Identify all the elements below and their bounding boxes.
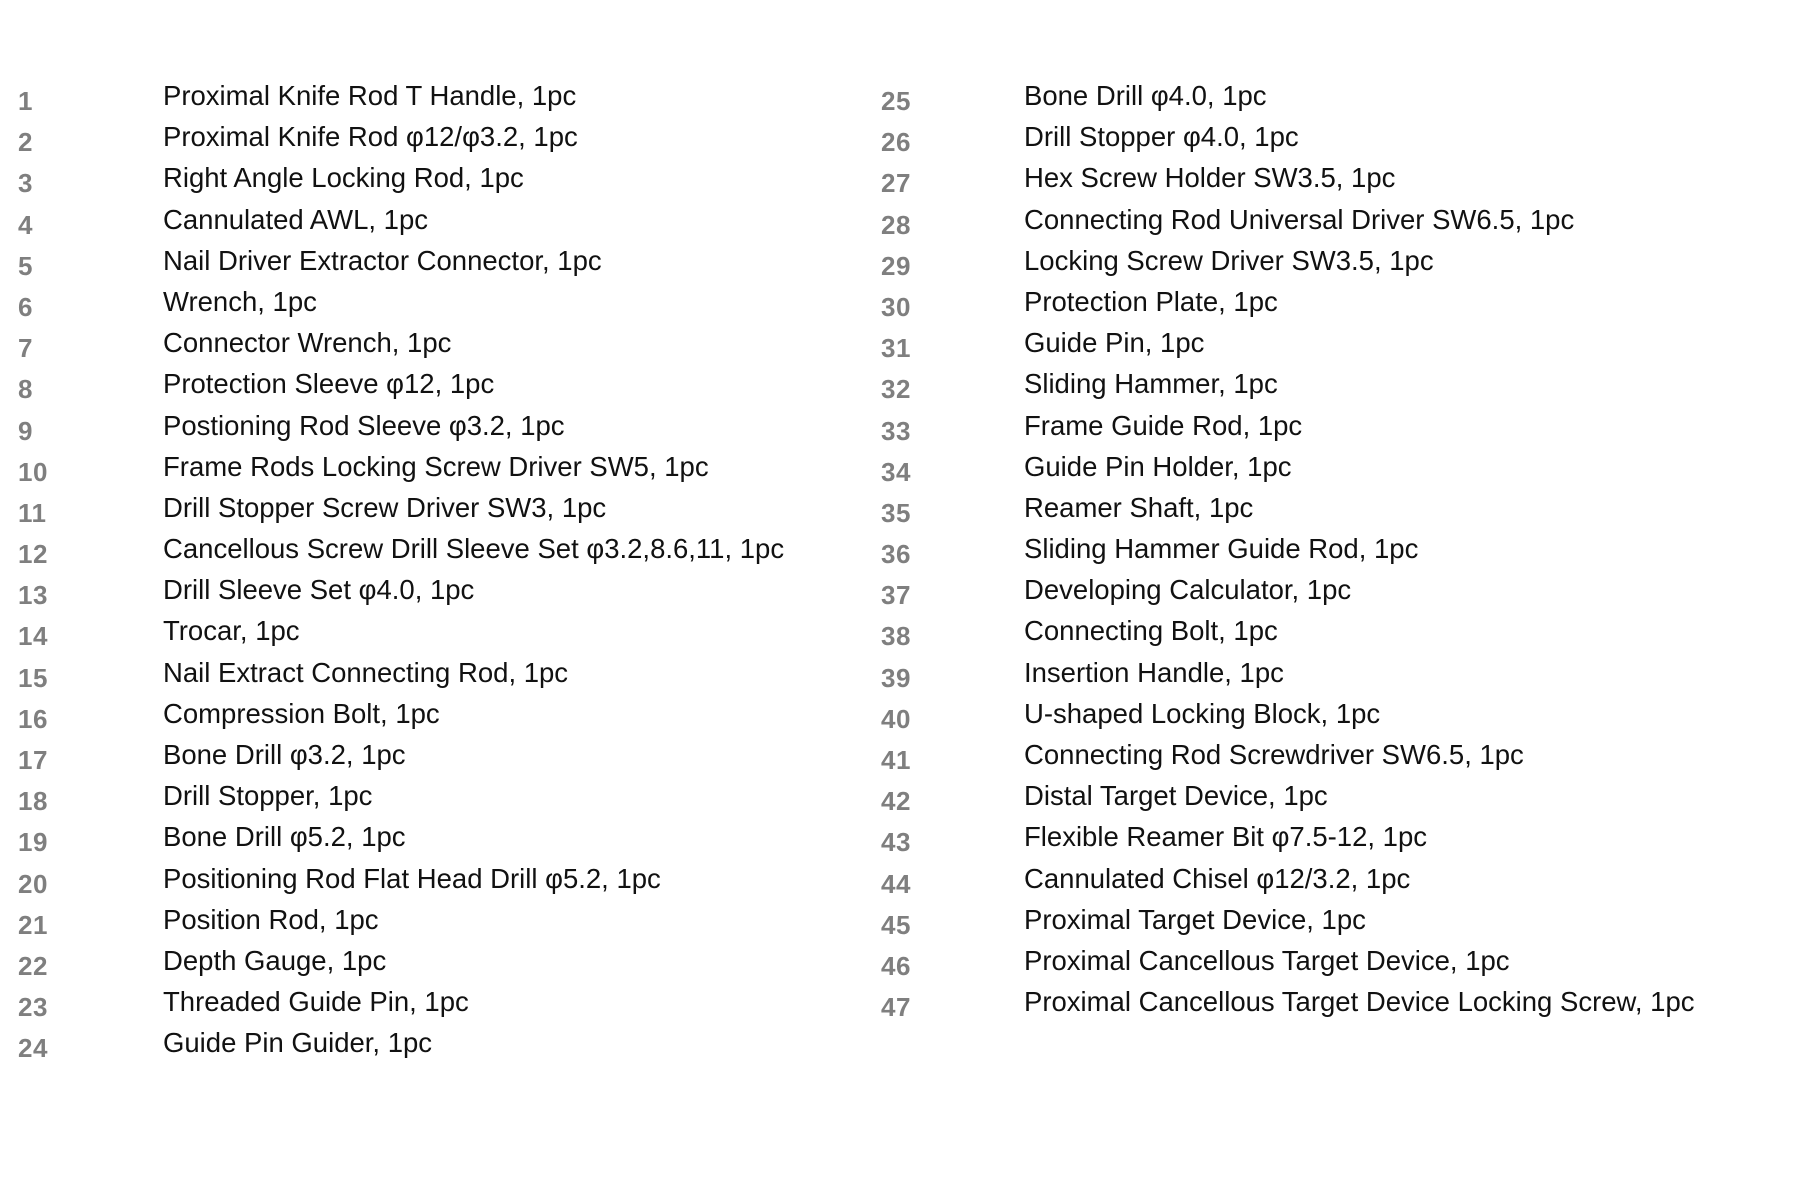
item-name: Postioning Rod Sleeve φ3.2, 1pc	[163, 409, 565, 441]
list-item	[881, 286, 1781, 327]
item-number: 32	[881, 374, 911, 405]
item-number: 36	[881, 539, 911, 570]
item-number: 5	[18, 250, 33, 281]
item-name: Sliding Hammer, 1pc	[1024, 368, 1278, 400]
list-item	[881, 986, 1781, 1027]
item-number: 26	[881, 127, 911, 158]
list-item	[881, 863, 1781, 904]
item-number: 18	[18, 786, 48, 817]
item-name: Reamer Shaft, 1pc	[1024, 491, 1254, 523]
item-name: Sliding Hammer Guide Rod, 1pc	[1024, 533, 1419, 565]
item-name: Drill Stopper Screw Driver SW3, 1pc	[163, 491, 607, 523]
item-number: 21	[18, 909, 48, 940]
item-number: 22	[18, 950, 48, 981]
item-name: Drill Stopper, 1pc	[163, 780, 373, 812]
item-number: 24	[18, 1033, 48, 1064]
item-name: Guide Pin Guider, 1pc	[163, 1027, 433, 1059]
item-name: Proximal Knife Rod φ12/φ3.2, 1pc	[163, 121, 578, 153]
item-name: Trocar, 1pc	[163, 615, 300, 647]
list-item	[881, 698, 1781, 739]
item-number: 3	[18, 168, 33, 199]
list-item	[18, 945, 838, 986]
item-number: 16	[18, 703, 48, 734]
item-name: Bone Drill φ4.0, 1pc	[1024, 80, 1267, 111]
item-number: 20	[18, 868, 48, 899]
item-number: 41	[881, 745, 911, 775]
item-name: Connecting Rod Screwdriver SW6.5, 1pc	[1024, 739, 1524, 770]
item-name: Developing Calculator, 1pc	[1024, 574, 1352, 606]
parts-column-left	[18, 80, 838, 1069]
item-name: Threaded Guide Pin, 1pc	[163, 986, 469, 1018]
item-name: Bone Drill φ5.2, 1pc	[163, 821, 406, 853]
item-name: Distal Target Device, 1pc	[1024, 780, 1328, 812]
item-name: Proximal Cancellous Target Device Locking Screw, 1pc	[1024, 986, 1695, 1018]
list-item	[881, 80, 1781, 121]
item-name: Guide Pin, 1pc	[1024, 327, 1205, 359]
item-name: Wrench, 1pc	[163, 285, 317, 317]
item-number: 33	[881, 415, 911, 446]
item-name: Cannulated Chisel φ12/3.2, 1pc	[1024, 862, 1411, 894]
item-number: 11	[18, 497, 47, 528]
list-item	[18, 698, 838, 739]
list-item	[881, 204, 1781, 245]
item-name: Position Rod, 1pc	[163, 903, 379, 935]
list-item	[18, 863, 838, 904]
list-item	[18, 327, 838, 368]
list-item	[18, 1027, 838, 1068]
list-item	[18, 986, 838, 1027]
item-name: Positioning Rod Flat Head Drill φ5.2, 1pc	[163, 862, 661, 894]
list-item	[881, 162, 1781, 203]
item-name: Frame Rods Locking Screw Driver SW5, 1pc	[163, 450, 709, 482]
item-name: Bone Drill φ3.2, 1pc	[163, 739, 406, 770]
item-number: 37	[881, 580, 911, 611]
item-number: 43	[881, 827, 911, 858]
item-number: 13	[18, 580, 48, 611]
item-name: Drill Stopper φ4.0, 1pc	[1024, 121, 1299, 153]
item-name: Nail Extract Connecting Rod, 1pc	[163, 656, 569, 688]
list-item	[18, 821, 838, 862]
list-item	[18, 368, 838, 409]
item-number: 38	[881, 621, 911, 652]
item-number: 1	[18, 86, 33, 116]
list-item	[18, 80, 838, 121]
list-item	[881, 533, 1781, 574]
item-number: 47	[881, 992, 911, 1023]
item-number: 46	[881, 950, 911, 981]
list-item	[18, 410, 838, 451]
item-number: 28	[881, 209, 911, 240]
item-number: 44	[881, 868, 911, 899]
list-item	[881, 368, 1781, 409]
item-name: Protection Plate, 1pc	[1024, 285, 1278, 317]
item-number: 7	[18, 333, 33, 364]
list-item	[881, 121, 1781, 162]
list-item	[18, 204, 838, 245]
parts-column-right	[881, 80, 1781, 1027]
item-number: 10	[18, 456, 48, 487]
list-item	[881, 780, 1781, 821]
item-name: Drill Sleeve Set φ4.0, 1pc	[163, 574, 475, 606]
list-item	[18, 162, 838, 203]
item-name: Compression Bolt, 1pc	[163, 697, 440, 729]
item-number: 12	[18, 539, 48, 570]
list-item	[18, 574, 838, 615]
list-item	[18, 492, 838, 533]
list-item	[18, 657, 838, 698]
item-number: 23	[18, 992, 48, 1023]
item-number: 25	[881, 86, 911, 116]
item-name: Hex Screw Holder SW3.5, 1pc	[1024, 162, 1396, 194]
item-number: 40	[881, 703, 911, 734]
item-number: 6	[18, 291, 33, 322]
item-name: Proximal Knife Rod T Handle, 1pc	[163, 80, 577, 111]
item-number: 9	[18, 415, 33, 446]
item-number: 42	[881, 786, 911, 817]
list-item	[881, 245, 1781, 286]
item-name: Cannulated AWL, 1pc	[163, 203, 428, 235]
item-number: 45	[881, 909, 911, 940]
item-number: 31	[881, 333, 911, 364]
item-number: 15	[18, 662, 48, 693]
list-item	[881, 615, 1781, 656]
list-item	[18, 780, 838, 821]
list-item	[881, 492, 1781, 533]
item-name: Nail Driver Extractor Connector, 1pc	[163, 244, 602, 276]
item-number: 34	[881, 456, 911, 487]
item-name: Cancellous Screw Drill Sleeve Set φ3.2,8.6,11, 1pc	[163, 533, 785, 565]
item-number: 17	[18, 745, 48, 775]
list-item	[881, 657, 1781, 698]
list-item	[18, 245, 838, 286]
item-name: U-shaped Locking Block, 1pc	[1024, 697, 1381, 729]
list-item	[881, 821, 1781, 862]
parts-list	[0, 80, 1800, 1070]
list-item	[881, 739, 1781, 780]
item-number: 35	[881, 497, 911, 528]
list-item	[881, 574, 1781, 615]
list-item	[881, 945, 1781, 986]
item-number: 39	[881, 662, 911, 693]
list-item	[18, 904, 838, 945]
list-item	[18, 615, 838, 656]
item-number: 8	[18, 374, 33, 405]
item-name: Flexible Reamer Bit φ7.5-12, 1pc	[1024, 821, 1428, 853]
item-name: Guide Pin Holder, 1pc	[1024, 450, 1292, 482]
list-item	[18, 286, 838, 327]
list-item	[18, 121, 838, 162]
item-number: 14	[18, 621, 48, 652]
item-number: 27	[881, 168, 911, 199]
list-item	[881, 451, 1781, 492]
item-name: Connector Wrench, 1pc	[163, 327, 452, 359]
item-name: Protection Sleeve φ12, 1pc	[163, 368, 495, 400]
item-number: 2	[18, 127, 33, 158]
item-name: Depth Gauge, 1pc	[163, 944, 387, 976]
list-item	[18, 451, 838, 492]
list-item	[881, 410, 1781, 451]
item-number: 19	[18, 827, 48, 858]
list-item	[881, 327, 1781, 368]
item-number: 30	[881, 291, 911, 322]
item-name: Locking Screw Driver SW3.5, 1pc	[1024, 244, 1434, 276]
item-number: 29	[881, 250, 911, 281]
item-name: Proximal Cancellous Target Device, 1pc	[1024, 944, 1510, 976]
item-name: Insertion Handle, 1pc	[1024, 656, 1284, 688]
list-item	[18, 739, 838, 780]
item-name: Proximal Target Device, 1pc	[1024, 903, 1366, 935]
item-name: Right Angle Locking Rod, 1pc	[163, 162, 524, 194]
item-number: 4	[18, 209, 33, 240]
list-item	[18, 533, 838, 574]
item-name: Connecting Rod Universal Driver SW6.5, 1pc	[1024, 203, 1575, 235]
item-name: Frame Guide Rod, 1pc	[1024, 409, 1303, 441]
item-name: Connecting Bolt, 1pc	[1024, 615, 1278, 647]
list-item	[881, 904, 1781, 945]
